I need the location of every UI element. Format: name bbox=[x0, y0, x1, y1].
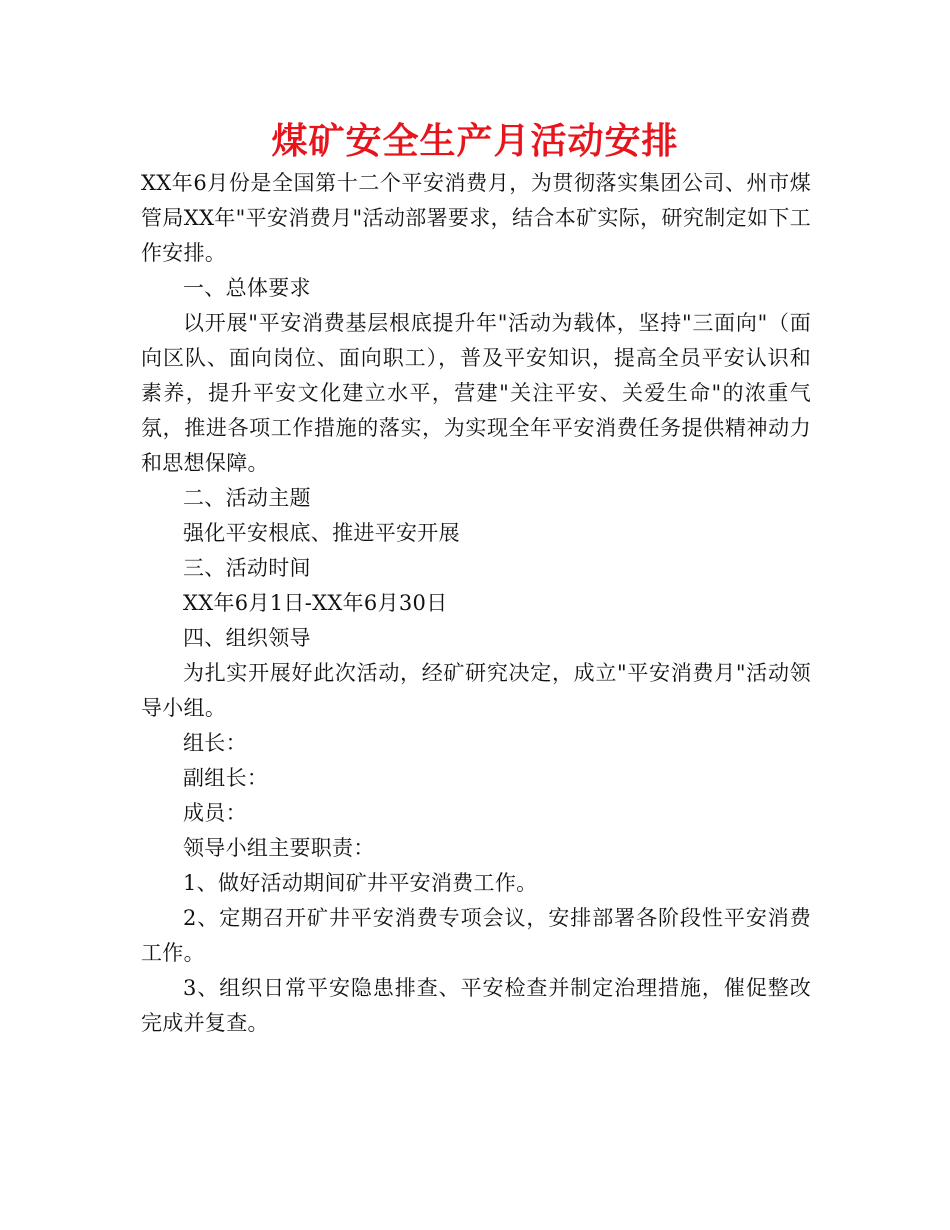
paragraph-general-requirements: 以开展"平安消费基层根底提升年"活动为载体，坚持"三面向"（面向区队、面向岗位、面向职工），普及平安知识，提高全员平安认识和素养，提升平安文化建立水平，营建"关注平安、关爱生命"的浓重气氛，推进各项工作措施的落实，为实现全年平安消费任务提供精神动力和思想保障。 bbox=[141, 311, 811, 475]
label-main-duties: 领导小组主要职责： bbox=[183, 836, 375, 860]
document-title: 煤矿安全生产月活动安排 bbox=[271, 121, 679, 162]
paragraph-activity-time: XX年6月1日-XX年6月30日 bbox=[183, 591, 448, 615]
list-item-duty-3: 3、组织日常平安隐患排查、平安检查并制定治理措施，催促整改完成并复查。 bbox=[141, 976, 811, 1035]
heading-organization: 四、组织领导 bbox=[183, 626, 311, 650]
paragraph-intro: XX年6月份是全国第十二个平安消费月，为贯彻落实集团公司、州市煤管局XX年"平安消费月"活动部署要求，结合本矿实际，研究制定如下工作安排。 bbox=[141, 171, 811, 265]
paragraph-organization: 为扎实开展好此次活动，经矿研究决定，成立"平安消费月"活动领导小组。 bbox=[141, 661, 811, 720]
list-item-duty-2: 2、定期召开矿井平安消费专项会议，安排部署各阶段性平安消费工作。 bbox=[141, 906, 811, 965]
label-members: 成员： bbox=[183, 801, 247, 825]
heading-activity-time: 三、活动时间 bbox=[183, 556, 311, 580]
paragraph-activity-theme: 强化平安根底、推进平安开展 bbox=[183, 521, 460, 545]
list-item-duty-1: 1、做好活动期间矿井平安消费工作。 bbox=[183, 871, 538, 895]
label-deputy-leader: 副组长： bbox=[183, 766, 269, 790]
label-leader: 组长： bbox=[183, 731, 247, 755]
heading-general-requirements: 一、总体要求 bbox=[183, 276, 311, 300]
document-body bbox=[141, 166, 811, 1041]
heading-activity-theme: 二、活动主题 bbox=[183, 486, 311, 510]
